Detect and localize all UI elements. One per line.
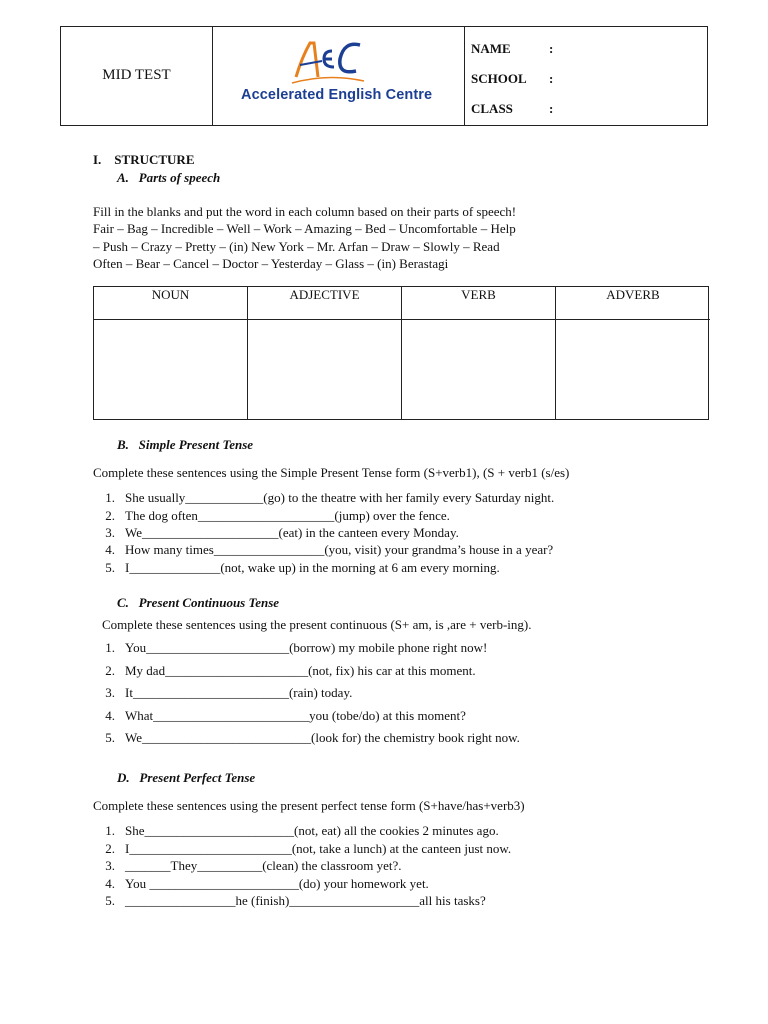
parts-of-speech-title: A. Parts of speech — [117, 170, 221, 185]
present-perfect-instructions: Complete these sentences using the present perfect tense form (S+have/has+verb3) — [93, 798, 525, 813]
simple-present-title: B. Simple Present Tense — [117, 437, 254, 452]
adjective-header: ADJECTIVE — [248, 287, 401, 320]
name-field — [471, 41, 554, 57]
class-colon: : — [549, 101, 554, 116]
word-line-1: Fair – Bag – Incredible – Well – Work – Amazing – Bed – Uncomfortable – Help — [93, 221, 516, 236]
present-perfect-title: D. Present Perfect Tense — [117, 770, 256, 785]
section-structure-title: I. STRUCTURE — [93, 152, 195, 167]
simple-present-instructions: Complete these sentences using the Simple Present Tense form (S+verb1), (S + verb1 (s/es) — [93, 465, 570, 480]
header-fields-cell — [465, 27, 707, 125]
school-label: SCHOOL — [471, 71, 527, 86]
school-colon: : — [549, 71, 554, 86]
mid-test-title: MID TEST — [102, 67, 171, 83]
verb-header: VERB — [402, 287, 555, 320]
adjective-column — [248, 287, 402, 419]
parts-of-speech-instructions: Fill in the blanks and put the word in each column based on their parts of speech! — [93, 204, 517, 219]
class-field — [471, 101, 554, 117]
name-colon: : — [549, 41, 554, 56]
verb-column — [402, 287, 556, 419]
noun-column — [94, 287, 248, 419]
present-continuous-instructions: Complete these sentences using the present continuous (S+ am, is ,are + verb-ing). — [102, 617, 532, 632]
class-label: CLASS — [471, 101, 513, 116]
header-logo-cell — [213, 27, 465, 125]
aec-logo-icon — [288, 37, 368, 85]
adverb-header: ADVERB — [556, 287, 710, 320]
word-line-3: Often – Bear – Cancel – Doctor – Yesterday – Glass – (in) Berastagi — [93, 256, 449, 271]
name-label: NAME — [471, 41, 511, 56]
header-table — [60, 26, 708, 126]
adverb-column — [556, 287, 710, 419]
present-continuous-title: C. Present Continuous Tense — [117, 595, 280, 610]
parts-of-speech-table — [93, 286, 709, 420]
word-line-2: – Push – Crazy – Pretty – (in) New York – Mr. Arfan – Draw – Slowly – Read — [93, 239, 500, 254]
logo-text: Accelerated English Centre — [241, 87, 433, 103]
header-title-cell — [61, 27, 213, 125]
noun-header: NOUN — [94, 287, 247, 320]
school-field — [471, 71, 554, 87]
